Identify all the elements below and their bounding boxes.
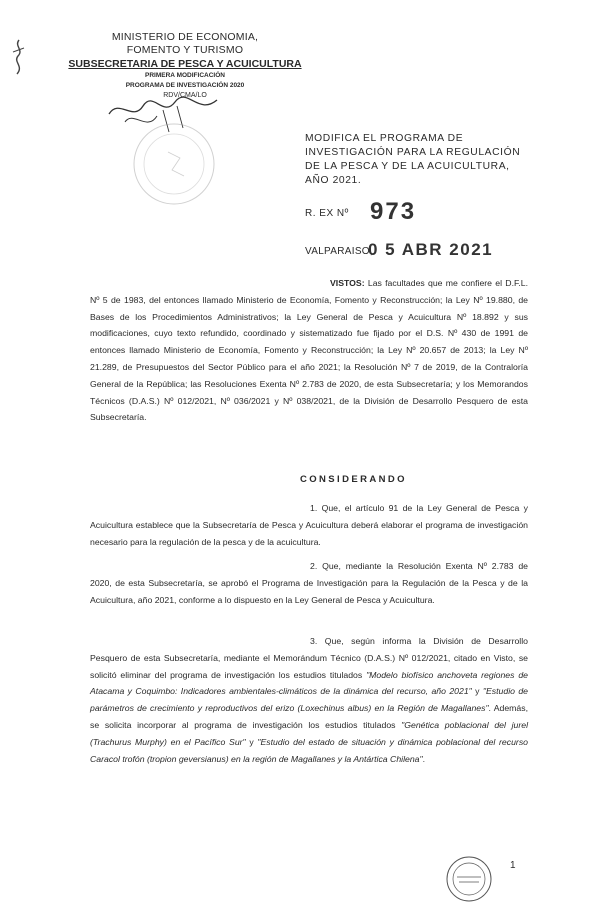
considerando-3-and-1: y: [471, 686, 483, 697]
date-stamp: 0 5 ABR 2021: [368, 240, 494, 259]
considerando-heading: CONSIDERANDO: [300, 474, 407, 485]
vistos-text: Las facultades que me confiere el D.F.L. Nº 5 de 1983, del entonces llamado Ministerio de Economía, Fomento y Reconstrucción; la Ley Nº 19.880, de Bases de los Procedimientos Administrativos; la Ley General de Pesca y Acuicultura Nº 18.892 y sus modificaciones, cuyo texto refundido, coordinado y sistematizado fue fijado por el D.S. Nº 430 de 1991 de entonces llamado Ministerio de Economía, Fomento y Reconstrucción; la Ley Nº 20.657 de 2013; la Ley Nº 21.289, de Presupuestos del Sector Público para el año 2021; la Resolución Nº 7 de 2019, de la Contraloría General de la República; las Resoluciones Exenta Nº 2.783 de 2020, de esta Subsecretaría; y los Memorandos Técnicos (D.A.S.) Nº 012/2021, Nº 036/2021 y Nº 038/2021, de la División de Desarrollo Pesquero de esta Subsecretaría.: [90, 278, 528, 423]
considerando-1: 1. Que, el artículo 91 de la Ley General de Pesca y Acuicultura establece que la Subsecretaría de Pesca y Acuicultura deberá elaborar el programa de investigación necesario para la regulación de la pesca y de la acuicultura.: [90, 503, 528, 547]
subsecretaria-title: SUBSECRETARIA DE PESCA Y ACUICULTURA: [68, 58, 302, 70]
considerando-3-and-2: y: [245, 736, 258, 747]
considerando-3: [90, 633, 528, 767]
study-title-anchoveta: "Modelo biofísico anchoveta regiones de Atacama y Coquimbo: Indicadores ambientales-climáticos de la dinámica del recurso, año 2021": [90, 669, 528, 697]
vistos-paragraph: [90, 275, 528, 426]
study-title-caracol: "Estudio del estado de situación y dinámica poblacional del recurso Caracol trofón (tropion geversianus) en la región de Magallanes y la Antártica Chilena": [90, 736, 528, 764]
page-number: 1: [510, 860, 516, 871]
vistos-label: VISTOS:: [330, 278, 365, 288]
considerando-3-end: .: [422, 753, 426, 764]
resolution-number: 973: [370, 198, 417, 225]
official-stamp: [128, 118, 220, 210]
header-note-1: PRIMERA MODIFICACIÓN: [145, 72, 225, 79]
ministry-line-1: MINISTERIO DE ECONOMIA,: [111, 31, 259, 43]
considerando-2: 2. Que, mediante la Resolución Exenta Nº 2.783 de 2020, de esta Subsecretaría, se aprobó el Programa de Investigación para la Regulación de la Pesca y de la Acuicultura, año 2021, conforme a lo dispuesto en la Ley General de Pesca y Acuicultura.: [90, 561, 528, 605]
considerando-3-middle: . Además, se solicita incorporar al programa de investigación los estudios titulados: [90, 703, 528, 730]
header-note-2: PROGRAMA DE INVESTIGACIÓN 2020: [125, 82, 245, 89]
study-title-jurel: "Genética poblacional del jurel (Trachurus Murphy) en el Pacífico Sur": [90, 719, 528, 747]
study-title-erizo: "Estudio de parámetros de crecimiento y reproductivos del erizo (Loxechinus albus) en la Región de Magallanes": [90, 686, 529, 714]
resolution-label: R. EX Nº: [305, 208, 349, 219]
header-initials: RDV/CMA/LO: [163, 92, 207, 99]
document-header: [60, 31, 310, 101]
ministry-line-2: FOMENTO Y TURISMO: [126, 44, 244, 56]
place-label: VALPARAISO,: [305, 246, 373, 257]
margin-handwritten-mark: [10, 38, 28, 76]
page-seal: [443, 853, 495, 905]
resolution-subject: MODIFICA EL PROGRAMA DE INVESTIGACIÓN PARA LA REGULACIÓN DE LA PESCA Y DE LA ACUICULTURA, AÑO 2021.: [305, 133, 521, 186]
considerando-3-intro: 3. Que, según informa la División de Desarrollo Pesquero de esta Subsecretaría, mediante el Memorándum Técnico (D.A.S.) Nº 012/2021, citado en Visto, se solicitó eliminar del programa de investigación los estudios titulados: [90, 636, 528, 680]
